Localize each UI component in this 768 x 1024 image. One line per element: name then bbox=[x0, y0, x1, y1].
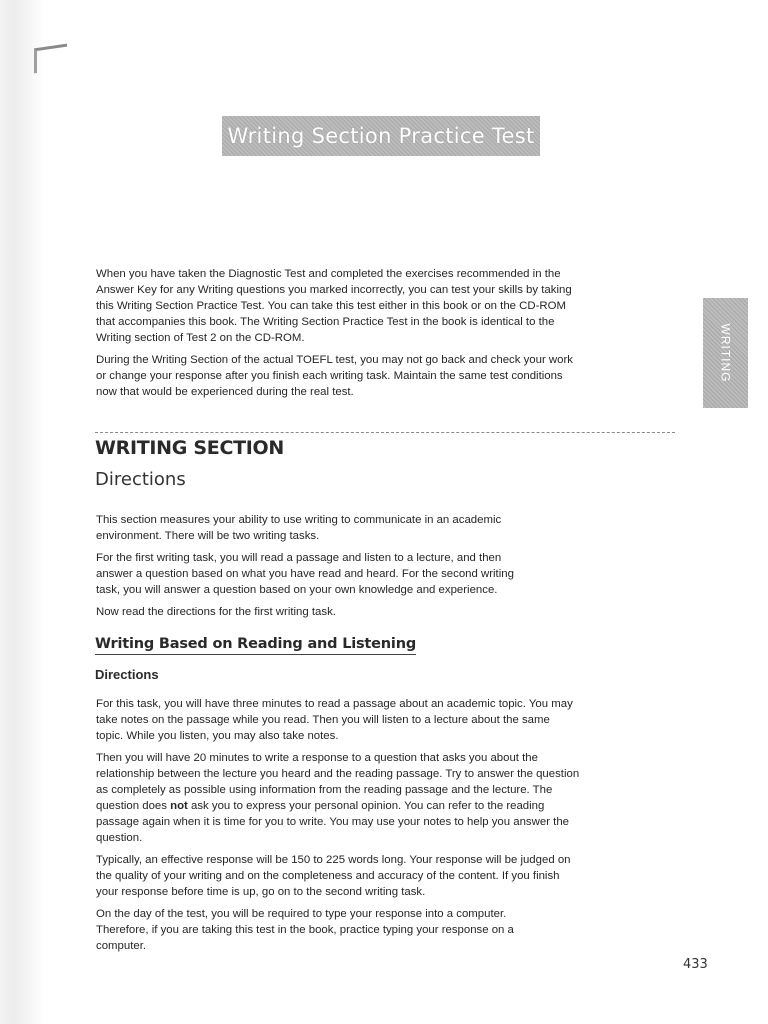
section-directions-block bbox=[96, 512, 536, 620]
section-paragraph-3: Now read the directions for the first writing task. bbox=[96, 606, 336, 618]
intro-block bbox=[96, 266, 580, 400]
page-number: 433 bbox=[683, 957, 708, 972]
task-paragraph-2-start: Then you will have 20 minutes to write a response to a question that asks you about the relationship between the lecture you heard and the reading passage. Try to answer the question as completely as possible using information from the reading passage and the lecture. The question does bbox=[96, 752, 580, 812]
section-paragraph-2: For the first writing task, you will read a passage and listen to a lecture, and then answer a question based on what you have read and heard. For the second writing task, you will answer a question based on your own knowledge and experience. bbox=[96, 552, 514, 596]
task-directions-block bbox=[96, 696, 580, 954]
task-paragraph-3: Typically, an effective response will be 150 to 225 words long. Your response will be judged on the quality of your writing and on the completeness and accuracy of the content. If you finish your response before time is up, go on to the second writing task. bbox=[96, 854, 571, 898]
section-divider bbox=[95, 432, 675, 433]
corner-mark bbox=[34, 44, 67, 74]
task-paragraph-2 bbox=[96, 750, 580, 846]
task-paragraph-2-emphasis: not bbox=[170, 800, 188, 812]
directions-heading: Directions bbox=[95, 469, 186, 490]
scan-shadow-edge bbox=[0, 0, 44, 1024]
task-directions-heading: Directions bbox=[95, 667, 159, 682]
task-heading: Writing Based on Reading and Listening bbox=[95, 636, 416, 655]
page-title: Writing Section Practice Test bbox=[227, 124, 535, 148]
side-tab-label: WRITING bbox=[718, 323, 733, 383]
intro-paragraph-1: When you have taken the Diagnostic Test and completed the exercises recommended in the Answer Key for any Writing questions you marked incorrectly, you can test your skills by taking this Writing Section Practice Test. You can take this test either in this book or on the CD-ROM that accompanies this book. The Writing Section Practice Test in the book is identical to the Writing section of Test 2 on the CD-ROM. bbox=[96, 268, 572, 344]
section-thumb-tab bbox=[703, 298, 748, 408]
title-banner bbox=[222, 116, 540, 156]
task-paragraph-2-end: ask you to express your personal opinion. You can refer to the reading passage again when it is time for you to write. You may use your notes to help you answer the question. bbox=[96, 800, 569, 844]
section-heading: WRITING SECTION bbox=[95, 437, 284, 459]
task-paragraph-4: On the day of the test, you will be required to type your response into a computer. Therefore, if you are taking this test in the book, practice typing your response on a computer. bbox=[96, 908, 514, 952]
task-paragraph-1: For this task, you will have three minutes to read a passage about an academic topic. You may take notes on the passage while you read. Then you will listen to a lecture about the same topic. While you listen, you may also take notes. bbox=[96, 698, 573, 742]
section-paragraph-1: This section measures your ability to use writing to communicate in an academic environment. There will be two writing tasks. bbox=[96, 514, 502, 542]
intro-paragraph-2: During the Writing Section of the actual TOEFL test, you may not go back and check your work or change your response after you finish each writing task. Maintain the same test conditions now that would be experienced during the real test. bbox=[96, 354, 573, 398]
